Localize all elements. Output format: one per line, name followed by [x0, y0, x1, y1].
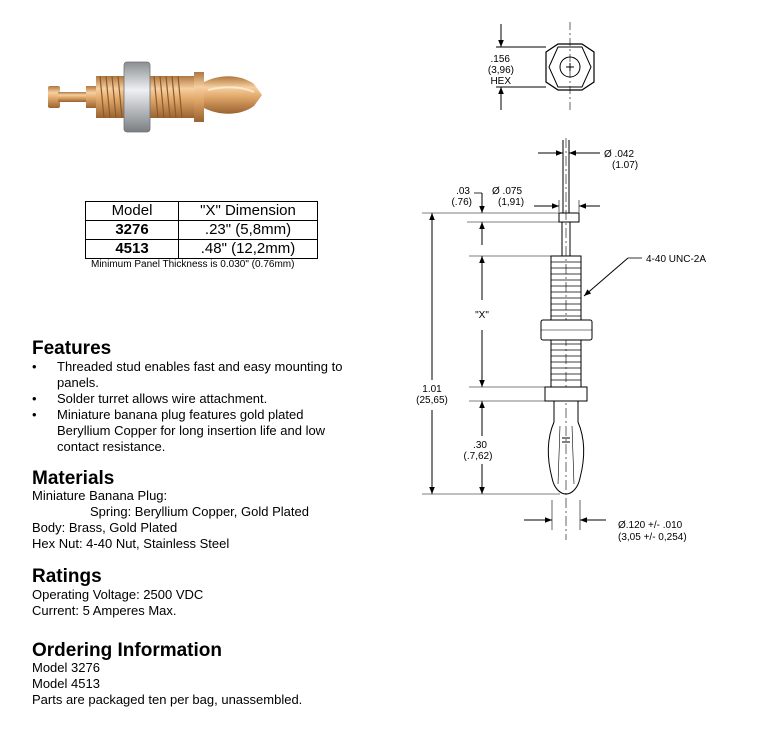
dimension-table	[85, 201, 318, 259]
features-list	[32, 359, 357, 455]
hex-label: HEX	[490, 76, 511, 87]
ratings-heading: Ratings	[32, 566, 102, 587]
technical-drawing	[395, 0, 782, 560]
ordering-heading: Ordering Information	[32, 640, 222, 661]
ordering-text	[32, 660, 302, 708]
ordering-line: Model 4513	[32, 676, 100, 691]
list-item: • Miniature banana plug features gold plated Beryllium Copper for long insertion life and low contact resistance.	[32, 407, 357, 455]
collar-dia-label: Ø .075	[492, 186, 523, 197]
table-cell-model: 3276	[86, 221, 179, 240]
materials-line: Hex Nut: 4-40 Nut, Stainless Steel	[32, 536, 230, 551]
table-row	[86, 221, 318, 240]
collar-dia-mm-label: (1,91)	[498, 197, 525, 208]
table-row	[86, 240, 318, 259]
ratings-line: Operating Voltage: 2500 VDC	[32, 587, 204, 602]
tip-dia-mm-label: (1.07)	[612, 160, 639, 171]
collar-thickness-label: .03	[456, 186, 470, 197]
tip-dia-label: Ø .042	[604, 149, 635, 160]
table-cell-x-dimension: .23" (5,8mm)	[179, 221, 318, 240]
table-header-x-dimension: "X" Dimension	[179, 202, 318, 221]
table-cell-x-dimension: .48" (12,2mm)	[179, 240, 318, 259]
materials-heading: Materials	[32, 468, 115, 489]
plug-dia-label: Ø.120 +/- .010	[618, 520, 683, 531]
list-item: • Solder turret allows wire attachment.	[32, 391, 357, 407]
thread-spec-label: 4-40 UNC-2A	[646, 254, 707, 265]
list-item: • Threaded stud enables fast and easy mounting to panels.	[32, 359, 357, 391]
ratings-text	[32, 587, 203, 619]
table-header-model: Model	[86, 202, 179, 221]
materials-line: Miniature Banana Plug:	[32, 488, 168, 503]
hex-dim-mm-label: (3,96)	[487, 65, 514, 76]
collar-thickness-mm-label: (.76)	[451, 197, 472, 208]
table-cell-model: 4513	[86, 240, 179, 259]
plug-dia-mm-label: (3,05 +/- 0,254)	[618, 532, 687, 543]
plug-length-mm-label: (.7,62)	[463, 451, 493, 462]
materials-line: Body: Brass, Gold Plated	[32, 520, 178, 535]
product-photo	[40, 40, 270, 150]
hex-dim-label: .156	[490, 54, 510, 65]
ordering-line: Model 3276	[32, 660, 100, 675]
features-heading: Features	[32, 338, 112, 359]
ordering-line: Parts are packaged ten per bag, unassembled.	[32, 692, 303, 707]
ratings-line: Current: 5 Amperes Max.	[32, 603, 177, 618]
materials-line: Spring: Beryllium Copper, Gold Plated	[90, 504, 309, 519]
materials-text	[32, 488, 309, 552]
overall-length-label: 1.01	[422, 384, 442, 395]
x-dimension-label: "X"	[475, 310, 489, 321]
plug-length-label: .30	[473, 440, 487, 451]
panel-thickness-note: Minimum Panel Thickness is 0.030" (0.76mm)	[91, 259, 295, 270]
overall-length-mm-label: (25,65)	[416, 395, 448, 406]
